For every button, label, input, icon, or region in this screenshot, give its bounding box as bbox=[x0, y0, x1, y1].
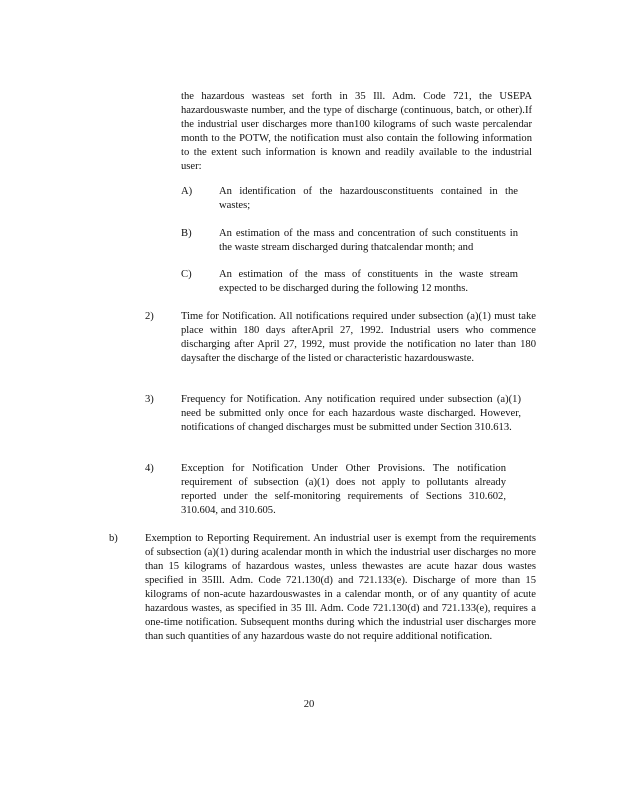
item-marker: 3) bbox=[145, 394, 154, 405]
sub-item-marker: A) bbox=[181, 186, 193, 197]
item-marker: 2) bbox=[145, 311, 154, 322]
item-text: Exception for Notification Under Other Provisions. The notification requirement of subsection (a)(1) does not apply to pollutants already reported under the self-monitoring requirements of Sections 310.602, 310.604, and 310.605. bbox=[181, 463, 506, 516]
item-text: Frequency for Notification. Any notification required under subsection (a)(1) need be submitted only once for each hazardous waste discharged. However, notifications of changed discharges must be submitted under Section 310.613. bbox=[181, 394, 521, 433]
sub-item-marker: C) bbox=[181, 269, 192, 280]
intro-paragraph: the hazardous wasteas set forth in 35 Ill. Adm. Code 721, the USEPA hazardouswaste number, and the type of discharge (continuous, batch, or other).If the industrial user discharges more than100 kilograms of such waste percalendar month to the POTW, the notification must also contain the following information to the extent such information is known and readily available to the industrial user: bbox=[181, 91, 532, 172]
page-number: 20 bbox=[303, 699, 315, 710]
section-marker: b) bbox=[109, 533, 118, 544]
item-marker: 4) bbox=[145, 463, 154, 474]
sub-item-text: An identification of the hazardousconstituents contained in the wastes; bbox=[219, 186, 518, 211]
item-text: Time for Notification. All notifications required under subsection (a)(1) must take place within 180 days afterApril 27, 1992. Industrial users who commence discharging after April 27, 1992, must provide the notification no later than 180 daysafter the discharge of the listed or characteristic hazardouswaste. bbox=[181, 311, 536, 364]
section-text: Exemption to Reporting Requirement. An industrial user is exempt from the requirements of subsection (a)(1) during acalendar month in which the industrial user discharges no more than 15 kilograms of hazardous wastes, unless thewastes are acute hazar dous wastes specified in 35Ill. Adm. Code 721.130(d) and 721.133(e). Discharge of more than 15 kilograms of non-acute hazardouswastes in a calendar month, or of any quantity of acute hazardous wastes, as specified in 35 Ill. Adm. Code 721.130(d) and 721.133(e), requires a one-time notification. Subsequent months during which the industrial user discharges more than such quantities of any hazardous waste do not require additional notification. bbox=[145, 533, 536, 642]
sub-item-marker: B) bbox=[181, 228, 192, 239]
sub-item-text: An estimation of the mass and concentration of such constituents in the waste stream discharged during thatcalendar month; and bbox=[219, 228, 518, 253]
sub-item-text: An estimation of the mass of constituents in the waste stream expected to be discharged during the following 12 months. bbox=[219, 269, 518, 294]
